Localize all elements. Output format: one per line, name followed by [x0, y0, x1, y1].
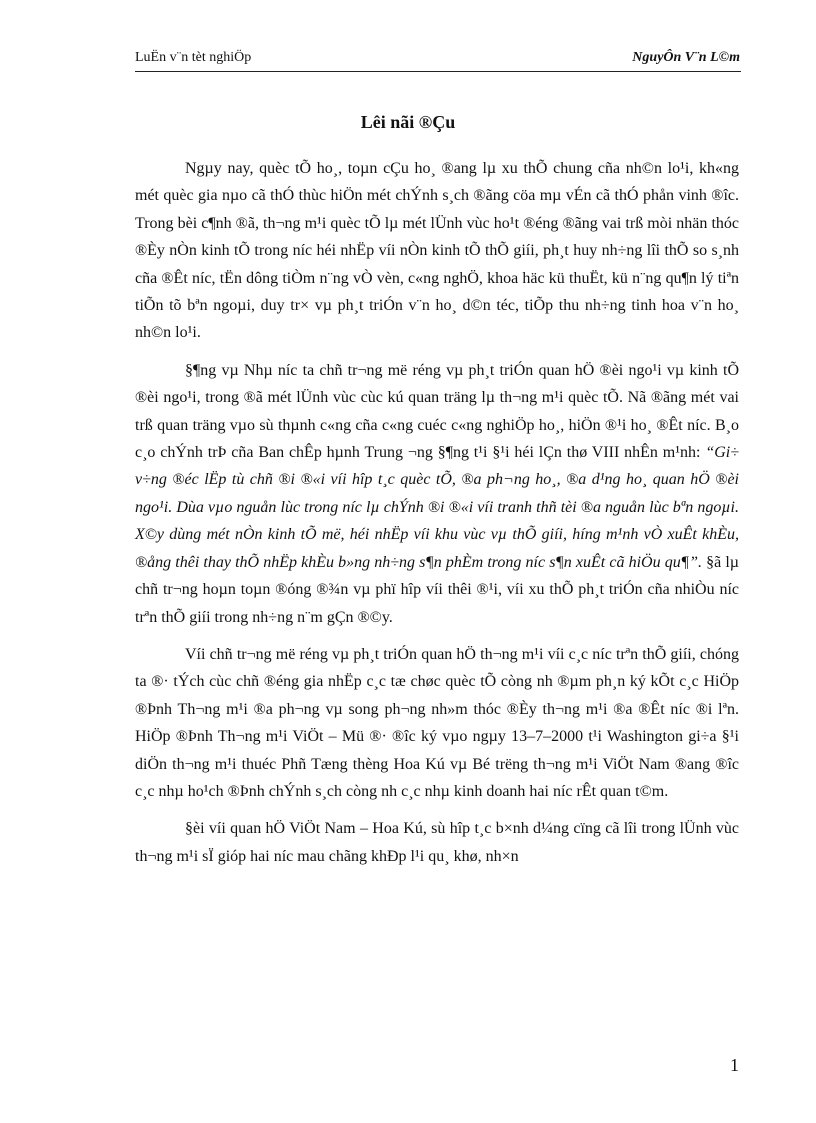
paragraph-4 [135, 815, 739, 870]
paragraph-1 [135, 155, 739, 347]
page-header [135, 50, 740, 72]
paragraph-2 [135, 357, 739, 631]
header-thesis-label: LuËn v¨n tèt nghiÖp [135, 50, 252, 65]
paragraph-2-text: §¶ng vµ Nhµ níc ta chñ tr¬ng më réng vµ ph¸t triÓn quan hÖ ®èi ngo¹i vµ kinh tÕ ®èi ngo¹i, trong ®ã mét lÜnh vùc cùc kú quan träng lµ th¬ng m¹i quèc tÕ. Nã ®ãng mét vai trß quan träng vµo sù thµnh c«ng cña c«ng cuéc c«ng nghiÖp ho¸, hiÖn ®¹i ho¸ ®Êt níc. B¸o c¸o chÝnh trÞ cña Ban chÊp hµnh Trung ¬ng §¶ng t¹i §¹i héi lÇn thø VIII nhÊn m¹nh: [135, 361, 739, 462]
paragraph-2-tail: §ã lµ chñ tr¬ng hoµn toµn ®óng ®¾n vµ phï hîp víi thêi ®¹i, víi xu thÕ ph¸t triÓn cña nhiÒu níc trªn thÕ giíi trong nh÷ng n¨m gÇn ®©y. [135, 553, 740, 626]
paragraph-3-text: Víi chñ tr¬ng më réng vµ ph¸t triÓn quan hÖ th¬ng m¹i víi c¸c níc trªn thÕ giíi, chóng ta ®· tÝch cùc chñ ®éng gia nhËp c¸c tæ chøc quèc tÕ còng nh ®µm ph¸n ký kÕt c¸c HiÖp ®Þnh Th¬ng m¹i ®a ph¬ng vµ song ph¬ng nh»m thóc ®Èy th¬ng m¹i ®a ®Êt níc ®i lªn. HiÖp ®Þnh Th¬ng m¹i ViÖt – Mü ®· ®îc ký vµo ngµy 13–7–2000 t¹i Washington gi÷a §¹i diÖn th¬ng m¹i thuéc Phñ Tæng thèng Hoa Kú vµ Bé trëng th¬ng m¹i ViÖt Nam ®ang ®îc c¸c nhµ ho¹ch ®Þnh chÝnh s¸ch còng nh c¸c nhµ kinh doanh hai níc rÊt quan t©m. [135, 645, 739, 800]
paragraph-3 [135, 641, 739, 805]
paragraph-4-text: §èi víi quan hÖ ViÖt Nam – Hoa Kú, sù hîp t¸c b×nh d¼ng cïng cã lîi trong lÜnh vùc th¬ng m¹i sÏ gióp hai níc mau chãng khÐp l¹i qu¸ khø, nh×n [135, 820, 739, 865]
page-title: Lêi nãi ®Çu [360, 112, 456, 132]
page-number: 1 [730, 1055, 739, 1075]
paragraph-1-text: Ngµy nay, quèc tÕ ho¸, toµn cÇu ho¸ ®ang lµ xu thÕ chung cña nh©n lo¹i, kh«ng mét quèc gia nµo cã thÓ thùc hiÖn mét chÝnh s¸ch ®ãng cöa mµ vÉn cã thÓ phån vinh ®îc. Trong bèi c¶nh ®ã, th¬ng m¹i quèc tÕ lµ mét lÜnh vùc ho¹t ®éng ®ãng vai trß mòi nhän thóc ®Èy nÒn kinh tÕ trong níc héi nhËp víi nÒn kinh tÕ thÕ giíi, ph¸t huy nh÷ng lîi thÕ so s¸nh cña ®Êt níc, tËn dông tiÒm n¨ng vÒ vèn, c«ng nghÖ, khoa häc kü thuËt, kü n¨ng qu¶n lý tiªn tiÕn tõ bªn ngoµi, duy tr× vµ ph¸t triÓn v¨n ho¸ d©n téc, tiÕp thu nh÷ng tinh hoa v¨n ho¸ nh©n lo¹i. [135, 160, 739, 342]
header-divider [135, 71, 741, 72]
header-author-name: NguyÔn V¨n L©m [632, 50, 740, 65]
document-body [135, 155, 739, 880]
paragraph-2-quote: “Gi÷ v÷ng ®éc lËp tù chñ ®i ®«i víi hîp t¸c quèc tÕ, ®a ph¬ng ho¸, ®a d¹ng ho¸ quan hÖ ®èi ngo¹i. Dùa vµo nguån lùc trong níc lµ chÝnh ®i ®«i víi tranh thñ tèi ®a nguån lùc bªn ngoµi. X©y dùng mét nÒn kinh tÕ më, héi nhËp víi khu vùc vµ thÕ giíi, híng m¹nh vÒ xuÊt khÈu, ®ång thêi thay thÕ nhËp khÈu b»ng nh÷ng s¶n phÈm trong níc s¶n xuÊt cã hiÖu qu¶”. [135, 444, 739, 571]
